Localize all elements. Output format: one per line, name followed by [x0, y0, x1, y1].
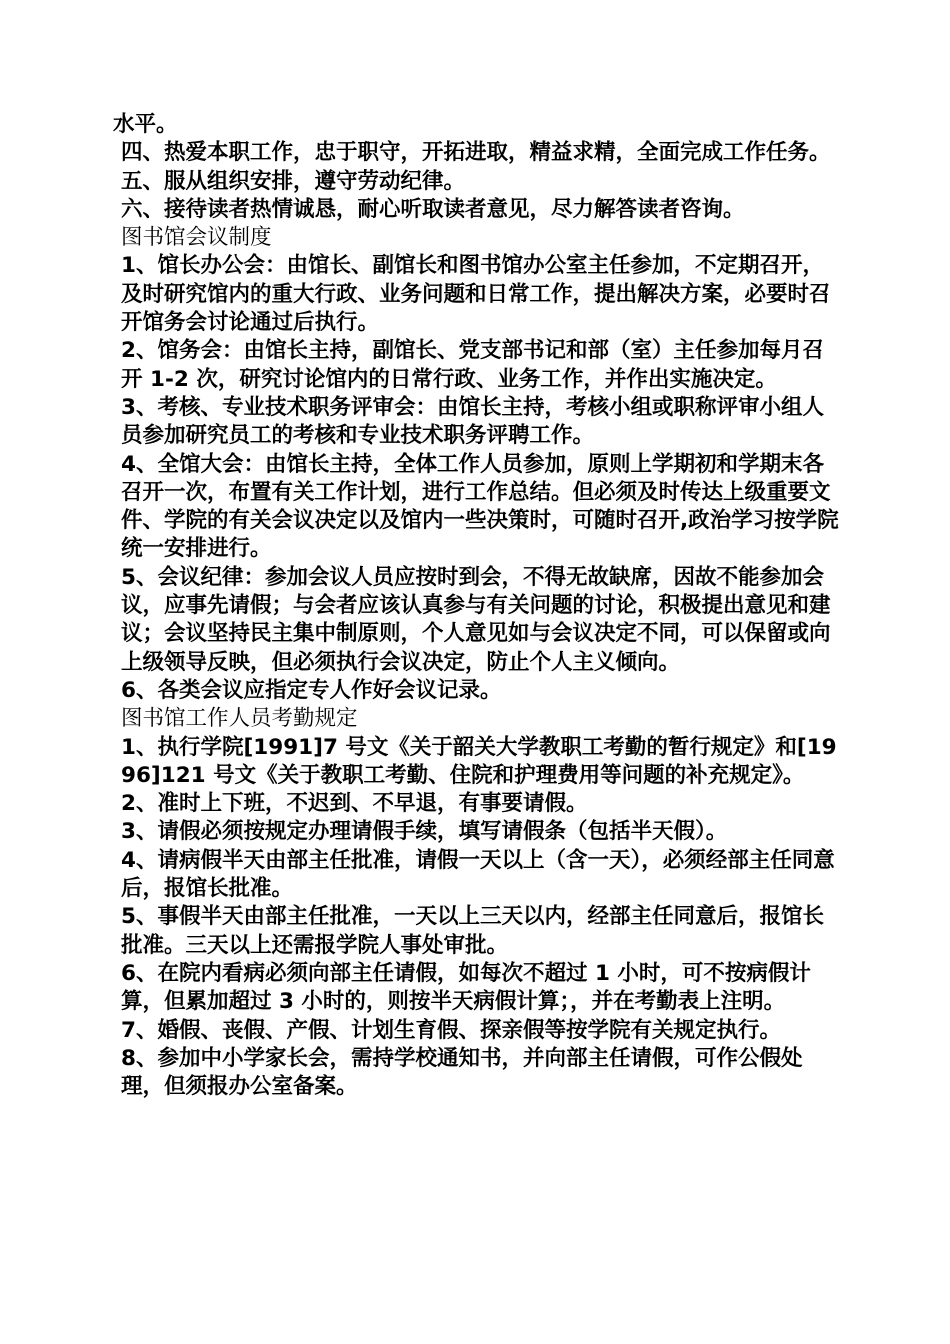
meeting-item-1: 1、馆长办公会：由馆长、副馆长和图书馆办公室主任参加，不定期召开，及时研究馆内的重大行政、业务问题和日常工作，提出解决方案，必要时召开馆务会讨论通过后执行。 [121, 253, 831, 336]
rule-item-5: 五、服从组织安排，遵守劳动纪律。 [121, 168, 466, 194]
attendance-item-7: 7、婚假、丧假、产假、计划生育假、探亲假等按学院有关规定执行。 [121, 1017, 781, 1043]
meeting-item-4: 4、全馆大会：由馆长主持，全体工作人员参加，原则上学期初和学期末各召开一次，布置有关工作计划，进行工作总结。但必须及时传达上级重要文件、学院的有关会议决定以及馆内一些决策时，可随时召开,政治学习按学院统一安排进行。 [121, 451, 839, 562]
document-page [113, 111, 843, 1101]
section-heading-attendance: 图书馆工作人员考勤规定 [121, 706, 358, 732]
attendance-item-8: 8、参加中小学家长会，需持学校通知书，并向部主任请假，可作公假处理，但须报办公室备案。 [121, 1045, 803, 1100]
meeting-item-6: 6、各类会议应指定专人作好会议记录。 [121, 677, 502, 703]
attendance-item-5: 5、事假半天由部主任批准，一天以上三天以内，经部主任同意后，报馆长批准。三天以上还需报学院人事处审批。 [121, 904, 824, 958]
section-heading-meeting-system: 图书馆会议制度 [121, 225, 272, 251]
rule-item-6: 六、接待读者热情诚恳，耐心听取读者意见，尽力解答读者咨询。 [121, 196, 745, 222]
paragraph-continuation: 水平。 [113, 112, 178, 137]
attendance-item-3: 3、请假必须按规定办理请假手续，填写请假条（包括半天假）。 [121, 819, 728, 845]
attendance-item-6: 6、在院内看病必须向部主任请假，如每次不超过 1 小时，可不按病假计算，但累加超过 3 小时的，则按半天病假计算；，并在考勤表上注明。 [121, 960, 811, 1015]
attendance-item-1: 1、执行学院[1991]7 号文《关于韶关大学教职工考勤的暂行规定》和[1996]121 号文《关于教职工考勤、住院和护理费用等问题的补充规定》。 [121, 734, 837, 788]
attendance-item-2: 2、准时上下班，不迟到、不早退，有事要请假。 [121, 791, 588, 817]
rule-item-4: 四、热爱本职工作，忠于职守，开拓进取，精益求精，全面完成工作任务。 [121, 140, 831, 166]
meeting-item-3: 3、考核、专业技术职务评审会：由馆长主持，考核小组或职称评审小组人员参加研究员工的考核和专业技术职务评聘工作。 [121, 394, 824, 449]
attendance-item-4: 4、请病假半天由部主任批准，请假一天以上（含一天），必须经部主任同意后，报馆长批准。 [121, 847, 835, 902]
meeting-item-2: 2、馆务会：由馆长主持，副馆长、党支部书记和部（室）主任参加每月召开 1-2 次，研究讨论馆内的日常行政、业务工作，并作出实施决定。 [121, 338, 824, 392]
meeting-item-5: 5、会议纪律：参加会议人员应按时到会，不得无故缺席，因故不能参加会议，应事先请假；与会者应该认真参与有关问题的讨论，积极提出意见和建议；会议坚持民主集中制原则，个人意见如与会议决定不同，可以保留或向上级领导反映，但必须执行会议决定，防止个人主义倾向。 [121, 564, 831, 675]
